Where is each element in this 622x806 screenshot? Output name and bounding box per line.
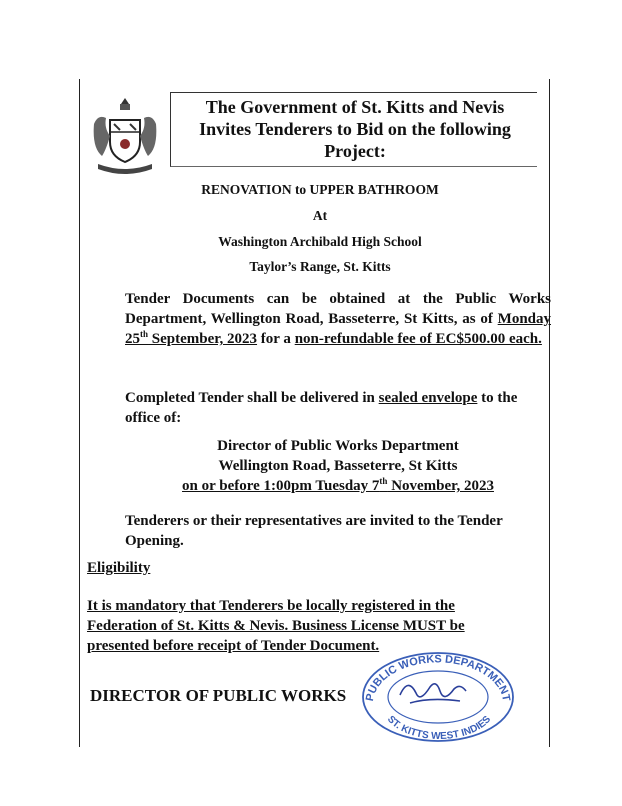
eligibility-text: It is mandatory that Tenderers be locally registered in the Federation of St. Kitts & Nevis. Business License MUST be presented before receipt of Tender Document. bbox=[87, 598, 465, 654]
svg-text:PUBLIC WORKS DEPARTMENT: PUBLIC WORKS DEPARTMENT bbox=[363, 653, 513, 703]
signatory-title: DIRECTOR OF PUBLIC WORKS bbox=[90, 686, 347, 705]
delivery-address: Director of Public Works Department Wellington Road, Basseterre, St Kitts on or before 1:00pm Tuesday 7th November, 2023 bbox=[182, 438, 494, 494]
invitation-paragraph: Tenderers or their representatives are invited to the Tender Opening. bbox=[125, 513, 503, 549]
coat-of-arms-icon bbox=[88, 94, 162, 176]
project-school: Washington Archibald High School bbox=[218, 234, 422, 249]
project-title: RENOVATION to UPPER BATHROOM bbox=[201, 182, 439, 197]
svg-text:ST. KITTS WEST INDIES: ST. KITTS WEST INDIES bbox=[384, 713, 494, 743]
completed-tender-paragraph: Completed Tender shall be delivered in sealed envelope to the office of: bbox=[125, 390, 518, 426]
eligibility-heading: Eligibility bbox=[87, 560, 151, 576]
department-stamp bbox=[355, 645, 520, 745]
signature-scribble bbox=[400, 684, 466, 703]
document-title: The Government of St. Kitts and Nevis Invites Tenderers to Bid on the following Project: bbox=[199, 97, 511, 161]
project-at: At bbox=[312, 208, 328, 223]
project-location: Taylor’s Range, St. Kitts bbox=[249, 259, 391, 274]
tender-documents-paragraph: Tender Documents can be obtained at the Public Works Department, Wellington Road, Basseterre, St Kitts, as of Monday 25th September, 2023 for a non-refundable fee of EC$500.00 each. bbox=[125, 291, 551, 347]
